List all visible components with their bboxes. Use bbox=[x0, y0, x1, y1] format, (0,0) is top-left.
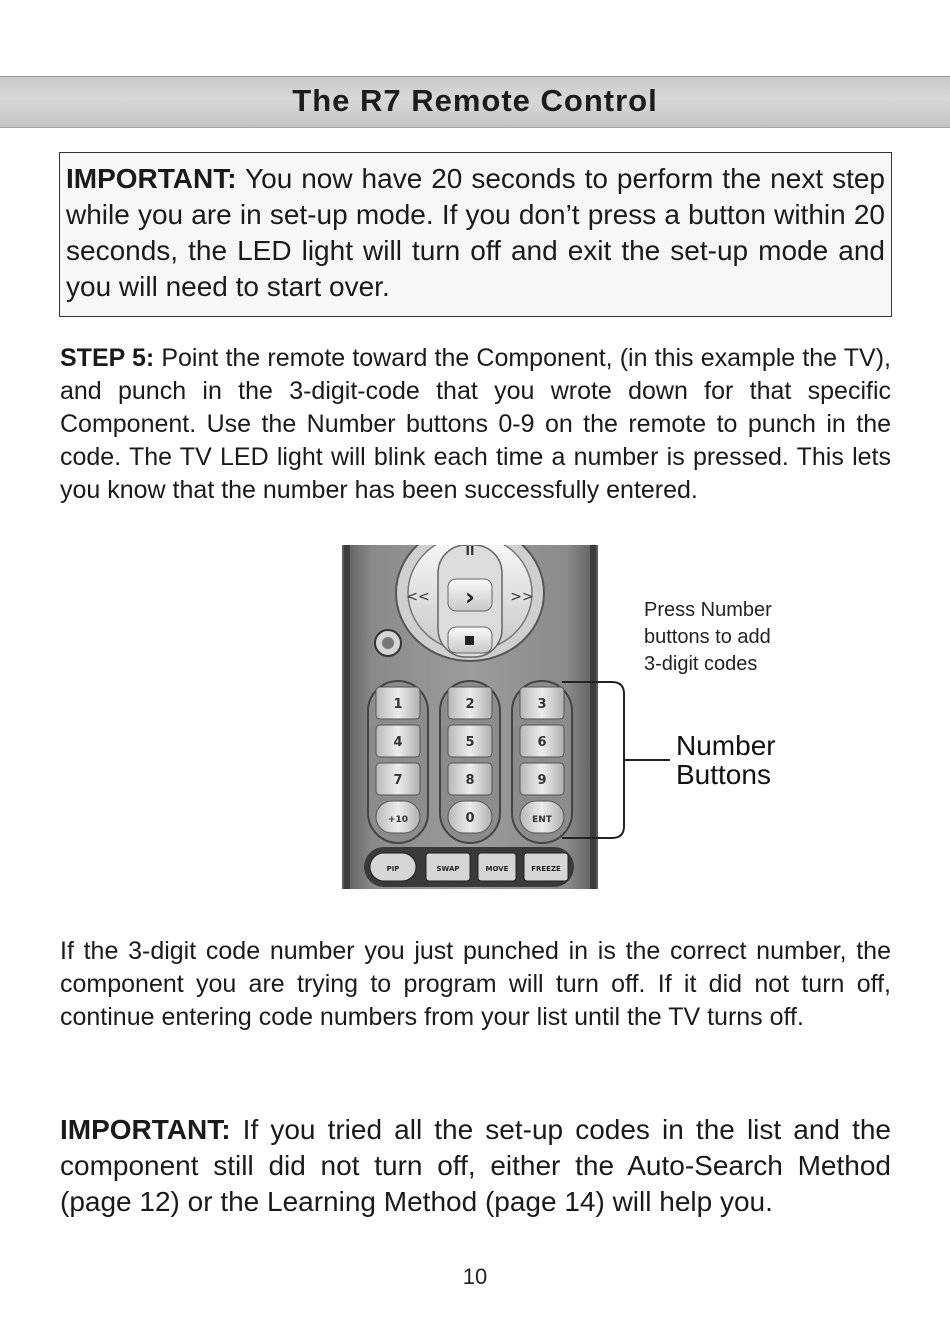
bottom-key-label: PIP bbox=[386, 865, 400, 873]
step-5-lead: STEP 5: bbox=[60, 344, 155, 372]
stop-icon bbox=[465, 636, 474, 645]
number-key-label: 2 bbox=[465, 697, 475, 712]
step-5-text: Point the remote toward the Component, (in this example the TV), and punch in the 3-digit-code that you wrote down for that specific Component. Use the Number buttons 0-9 on the remote to punch in the code. The TV LED light will blink each time a number is pressed. This lets you know that the number has been successfully entered. bbox=[60, 344, 891, 504]
page-number: 10 bbox=[462, 1264, 488, 1289]
number-key-label: 3 bbox=[537, 697, 547, 712]
number-buttons-bracket bbox=[560, 680, 680, 840]
important-2-lead: IMPORTANT: bbox=[60, 1114, 231, 1145]
important-text: You now have 20 seconds to perform the next step while you are in set-up mode. If you don’t press a button within 20 seconds, the LED light will turn off and exit the set-up mode and you will need to start over. bbox=[66, 163, 885, 302]
important-note-box bbox=[59, 152, 892, 317]
label-line: Number bbox=[676, 730, 776, 761]
caption-line: Press Number bbox=[644, 599, 772, 621]
number-buttons-label bbox=[676, 731, 776, 789]
number-key-label: 0 bbox=[465, 811, 475, 826]
power-led-center bbox=[382, 637, 394, 649]
important-lead: IMPORTANT: bbox=[66, 163, 237, 194]
important-2-text: If you tried all the set-up codes in the list and the component still did not turn off, either the Auto-Search Method (page 12) or the Learning Method (page 14) will help you. bbox=[60, 1114, 891, 1217]
bottom-keys bbox=[370, 853, 568, 881]
number-key-label: 6 bbox=[537, 735, 547, 750]
bottom-key-label: SWAP bbox=[436, 865, 460, 873]
caption-line: buttons to add bbox=[644, 626, 771, 648]
pause-label: II bbox=[465, 545, 475, 558]
play-icon: › bbox=[465, 583, 475, 611]
number-key-label: ENT bbox=[532, 815, 552, 825]
number-key-label: 8 bbox=[465, 773, 475, 788]
step-5-paragraph bbox=[60, 342, 891, 507]
number-key-label: 9 bbox=[537, 773, 547, 788]
bottom-key-label: FREEZE bbox=[531, 865, 561, 873]
remote-edge-left bbox=[344, 545, 350, 889]
label-line: Buttons bbox=[676, 759, 771, 790]
bottom-key-label: MOVE bbox=[485, 865, 509, 873]
number-key-label: 1 bbox=[393, 697, 403, 712]
forward-label: >> bbox=[510, 589, 534, 605]
important-2-paragraph bbox=[60, 1112, 891, 1220]
rewind-label: << bbox=[406, 589, 430, 605]
caption-line: 3-digit codes bbox=[644, 653, 758, 675]
number-key-label: 7 bbox=[393, 773, 403, 788]
result-paragraph: If the 3-digit code number you just punched in is the correct number, the component you are trying to program will turn off. If it did not turn off, continue entering code numbers from your list until the TV turns off. bbox=[60, 937, 891, 1031]
number-key-label: 4 bbox=[393, 735, 403, 750]
number-key-label: +10 bbox=[387, 815, 409, 825]
page-title: The R7 Remote Control bbox=[292, 83, 658, 118]
figure-caption bbox=[644, 597, 772, 678]
number-key-label: 5 bbox=[465, 735, 475, 750]
